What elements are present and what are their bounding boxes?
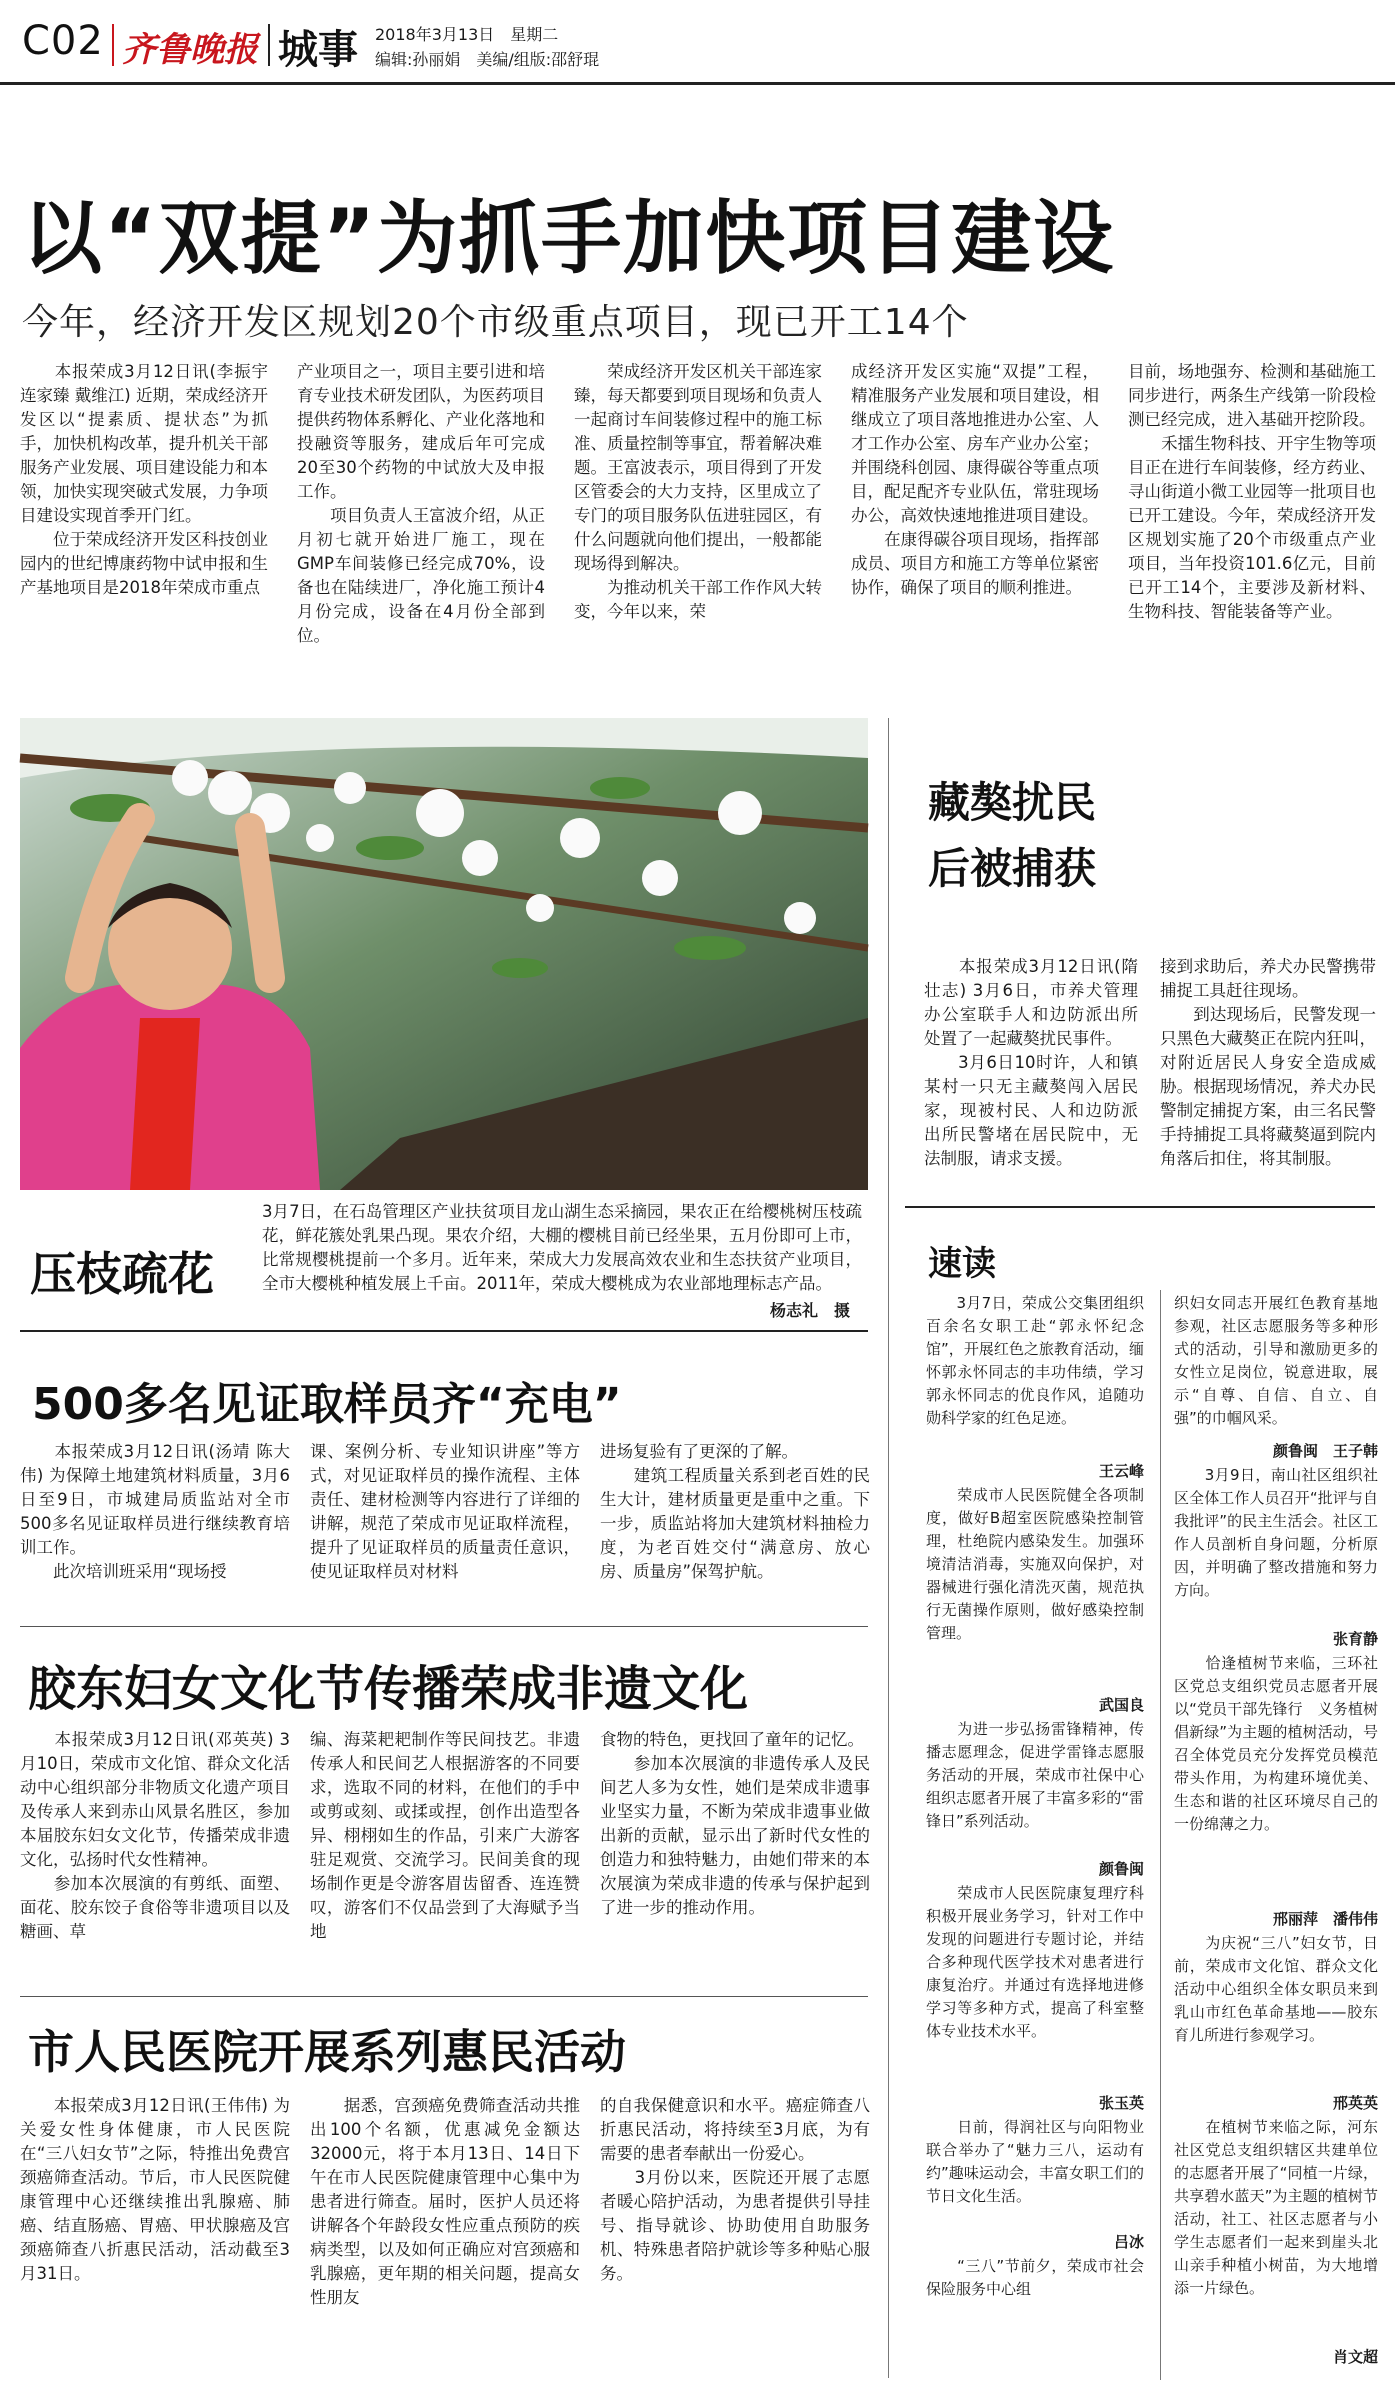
lead-column-5: 目前，场地强夯、检测和基础施工同步进行，两条生产线第一阶段检测已经完成，进入基础开挖阶段。 禾擂生物科技、开宇生物等项目正在进行车间装修，经方药业、寻山街道小微工业园等一批项目也已开工建设。今年，荣成经济开发区规划实施了20个市级重点产业项目，当年投资101.6亿元，目前已开工14个，主要涉及新材料、生物科技、智能装备等产业。 bbox=[1128, 362, 1376, 621]
brief-byline: 颜鲁闽 bbox=[1098, 1860, 1144, 1878]
lead-column-4: 成经济开发区实施“双提”工程，精准服务产业发展和项目建设，相继成立了项目落地推进办公室、人才工作办公室、房车产业办公室；并围绕科创园、康得碳谷等重点项目，配足配齐专业队伍，常驻现场办公，高效快速地推进项目建设。 在康得碳谷项目现场，指挥部成员、项目方和施工方等单位紧密协作，确保了项目的顺利推进。 bbox=[851, 362, 1099, 597]
lead-column-1: 本报荣成3月12日讯(李振宇 连家臻 戴维江) 近期，荣成经济开发区以“提素质、提状态”为抓手，加快机构改革，提升机关干部服务产业发展、项目建设能力和本领，加快实现突破式发展，力争项目建设实现首季开门红。 位于荣成经济开发区科技创业园内的世纪博康药物中试申报和生产基地项目是2018年荣成市重点 bbox=[20, 362, 268, 597]
brief-byline: 王云峰 bbox=[1098, 1462, 1144, 1480]
masthead-underline bbox=[0, 82, 1395, 85]
samplers-headline: 500多名见证取样员齐“充电” bbox=[32, 1379, 622, 1430]
dog-column-1: 本报荣成3月12日讯(隋壮志) 3月6日，市养犬管理办公室联手人和边防派出所处置了一起藏獒扰民事件。 3月6日10时许，人和镇某村一只无主藏獒闯入居民家，现被村民、人和边防派出所民警堵在居民院中，无法制服，请求支援。 bbox=[924, 957, 1138, 1168]
samplers-column-3: 进场复验有了更深的了解。 建筑工程质量关系到老百姓的民生大计，建材质量更是重中之重。下一步，质监站将加大建筑材料抽检力度，为老百姓交付“满意房、放心房、质量房”保驾护航。 bbox=[600, 1442, 870, 1581]
lead-column-3: 荣成经济开发区机关干部连家臻，每天都要到项目现场和负责人一起商讨车间装修过程中的施工标准、质量控制等事宜，帮着解决难题。王富波表示，项目得到了开发区管委会的大力支持，区里成立了专门的项目服务队伍进驻园区，有什么问题就向他们提出，一般都能现场得到解决。 为推动机关干部工作作风大转变，今年以来，荣 bbox=[574, 362, 822, 621]
brief-byline: 张玉英 bbox=[1098, 2094, 1144, 2112]
section-name: 城事 bbox=[278, 27, 358, 73]
dog-headline-line1: 藏獒扰民 bbox=[928, 778, 1097, 827]
brief-byline: 邢英英 bbox=[1332, 2094, 1378, 2112]
vertical-divider bbox=[888, 718, 889, 2378]
brief-byline: 武国良 bbox=[1098, 1696, 1144, 1714]
brief-byline: 颜鲁闽 王子韩 bbox=[1272, 1442, 1378, 1460]
hospital-column-3: 的自我保健意识和水平。癌症筛查八折惠民活动，将持续至3月底，为有需要的患者奉献出一份爱心。 3月份以来，医院还开展了志愿者暖心陪护活动，为患者提供引导挂号、指导就诊、协助使用自助服务机、特殊患者陪护就诊等多种贴心服务。 bbox=[600, 2096, 870, 2283]
dog-headline-line2: 后被捕获 bbox=[928, 844, 1097, 893]
brief-item: 荣成市人民医院康复理疗科积极开展业务学习，针对工作中发现的问题进行专题讨论，并结合多种现代医学技术对患者进行康复治疗。并通过有选择地进修学习等多种方式，提高了科室整体专业技术水平。 bbox=[926, 1884, 1144, 2040]
photo-credit: 杨志礼 摄 bbox=[770, 1301, 851, 1320]
photo-caption: 3月7日，在石岛管理区产业扶贫项目龙山湖生态采摘园，果农正在给樱桃树压枝疏花，鲜花簇处乳果凸现。果农介绍，大棚的樱桃目前已经坐果，五月份即可上市，比常规樱桃提前一个多月。近年来，荣成大力发展高效农业和生态扶贫产业项目，全市大樱桃种植发展上千亩。2011年，荣成大樱桃成为农业部地理标志产品。 bbox=[262, 1202, 862, 1293]
masthead-divider bbox=[112, 24, 114, 66]
section-divider bbox=[20, 1626, 868, 1627]
samplers-column-2: 课、案例分析、专业知识讲座”等方式，对见证取样员的操作流程、主体责任、建材检测等内容进行了详细的讲解，规范了荣成市见证取样流程，提升了见证取样员的质量责任意识，使见证取样员对材料 bbox=[310, 1442, 580, 1581]
brief-item: 3月7日，荣成公交集团组织百余名女职工赴“郭永怀纪念馆”，开展红色之旅教育活动，缅怀郭永怀同志的丰功伟绩，学习郭永怀同志的优良作风，追随功勋科学家的红色足迹。 bbox=[926, 1294, 1144, 1427]
cherry-blossom-photo bbox=[20, 718, 868, 1190]
brief-item: 日前，得润社区与向阳物业联合举办了“魅力三八，运动有约”趣味运动会，丰富女职工们的节日文化生活。 bbox=[926, 2118, 1144, 2205]
jiaodong-column-3: 食物的特色，更找回了童年的记忆。 参加本次展演的非遗传承人及民间艺人多为女性，她们是荣成非遗事业坚实力量，不断为荣成非遗事业做出新的贡献，显示出了新时代女性的创造力和独特魅力，由她们带来的本次展演为荣成非遗的传承与保护起到了进一步的推动作用。 bbox=[600, 1730, 870, 1917]
brief-item: 为进一步弘扬雷锋精神，传播志愿理念，促进学雷锋志愿服务活动的开展，荣成市社保中心组织志愿者开展了丰富多彩的“雷锋日”系列活动。 bbox=[926, 1720, 1144, 1830]
hospital-column-1: 本报荣成3月12日讯(王伟伟) 为关爱女性身体健康，市人民医院在“三八妇女节”之际，特推出免费宫颈癌筛查活动。节后，市人民医院健康管理中心还继续推出乳腺癌、肺癌、结直肠癌、胃癌、甲状腺癌及宫颈癌筛查八折惠民活动，活动截至3月31日。 bbox=[20, 2096, 290, 2283]
brief-byline: 张育静 bbox=[1332, 1630, 1378, 1648]
section-divider bbox=[20, 1996, 868, 1997]
brief-item: 在植树节来临之际，河东社区党总支组织辖区共建单位的志愿者开展了“同植一片绿，共享碧水蓝天”为主题的植树节活动，社工、社区志愿者与小学生志愿者们一起来到崖头北山亲手种植小树苗，为大地增添一片绿色。 bbox=[1174, 2118, 1378, 2297]
photo-illustration bbox=[20, 718, 868, 1190]
lead-subhead: 今年，经济开发区规划20个市级重点项目，现已开工14个 bbox=[22, 302, 969, 343]
hospital-headline: 市人民医院开展系列惠民活动 bbox=[28, 2025, 626, 2079]
brief-byline: 邢丽萍 潘伟伟 bbox=[1272, 1910, 1378, 1928]
masthead-divider bbox=[268, 24, 270, 66]
newspaper-logo: 齐鲁晚报 bbox=[122, 30, 258, 70]
brief-item: 织妇女同志开展红色教育基地参观，社区志愿服务等多种形式的活动，引导和激励更多的女性立足岗位，锐意进取，展示“自尊、自信、自立、自强”的巾帼风采。 bbox=[1174, 1294, 1378, 1427]
photo-title: 压枝疏花 bbox=[30, 1247, 214, 1301]
brief-item: 荣成市人民医院健全各项制度，做好B超室医院感染控制管理，杜绝院内感染发生。加强环境清洁消毒，实施双向保护，对器械进行强化清洗灭菌，规范执行无菌操作原则，做好感染控制管理。 bbox=[926, 1486, 1144, 1642]
jiaodong-column-1: 本报荣成3月12日讯(邓英英) 3月10日，荣成市文化馆、群众文化活动中心组织部分非物质文化遗产项目及传承人来到赤山风景名胜区，参加本届胶东妇女文化节，传播荣成非遗文化，弘扬时代女性精神。 参加本次展演的有剪纸、面塑、面花、胶东饺子食俗等非遗项目以及糖画、草 bbox=[20, 1730, 290, 1941]
brief-byline: 吕冰 bbox=[1113, 2233, 1144, 2251]
dog-column-2: 接到求助后，养犬办民警携带捕捉工具赶往现场。 到达现场后，民警发现一只黑色大藏獒正在院内狂叫，对附近居民人身安全造成威胁。根据现场情况，养犬办民警制定捕捉方案，由三名民警手持捕捉工具将藏獒逼到院内角落后扣住，将其制服。 bbox=[1160, 957, 1376, 1168]
samplers-column-1: 本报荣成3月12日讯(汤靖 陈大伟) 为保障土地建筑材料质量，3月6日至9日，市城建局质监站对全市500多名见证取样员进行继续教育培训工作。 此次培训班采用“现场授 bbox=[20, 1442, 290, 1581]
brief-item: 为庆祝“三八”妇女节，日前，荣成市文化馆、群众文化活动中心组织全体女职员来到乳山市红色革命基地——胶东育儿所进行参观学习。 bbox=[1174, 1934, 1378, 2044]
brief-item: 恰逢植树节来临，三环社区党总支组织党员志愿者开展以“党员干部先锋行 义务植树倡新绿”为主题的植树活动，号召全体党员充分发挥党员模范带头作用，为构建环境优美、生态和谐的社区环境尽自己的一份绵薄之力。 bbox=[1174, 1654, 1378, 1833]
lead-headline: 以“双提”为抓手加快项目建设 bbox=[22, 192, 1116, 285]
brief-item: 3月9日，南山社区组织社区全体工作人员召开“批评与自我批评”的民主生活会。社区工作人员剖析自身问题，分析原因，并明确了整改措施和努力方向。 bbox=[1174, 1466, 1378, 1599]
issue-date: 2018年3月13日 星期二 bbox=[375, 25, 559, 44]
quick-read-column-1 bbox=[926, 1292, 1144, 2382]
jiaodong-headline: 胶东妇女文化节传播荣成非遗文化 bbox=[28, 1661, 749, 1717]
page-number: C02 bbox=[22, 18, 104, 64]
hospital-column-2: 据悉，宫颈癌免费筛查活动共推出100个名额，优惠减免金额达32000元，将于本月13日、14日下午在市人民医院健康管理中心集中为患者进行筛查。届时，医护人员还将讲解各个年龄段女性应重点预防的疾病类型，以及如何正确应对宫颈癌和乳腺癌，更年期的相关问题，提高女性朋友 bbox=[310, 2096, 580, 2307]
brief-byline: 肖文超 bbox=[1332, 2348, 1378, 2366]
jiaodong-column-2: 编、海菜耙耙制作等民间技艺。非遗传承人和民间艺人根据游客的不同要求，选取不同的材料，在他们的手中或剪或刻、或揉或捏，创作出造型各异、栩栩如生的作品，引来广大游客驻足观赏、交流学习。民间美食的现场制作更是令游客眉齿留香、连连赞叹，游客们不仅品尝到了大海赋予当地 bbox=[310, 1730, 580, 1941]
brief-item: “三八”节前夕，荣成市社会保险服务中心组 bbox=[926, 2257, 1144, 2298]
lead-column-2: 产业项目之一，项目主要引进和培育专业技术研发团队，为医药项目提供药物体系孵化、产业化落地和投融资等服务，建成后年可完成20至30个药物的中试放大及申报工作。 项目负责人王富波介绍，从正月初七就开始进厂施工，现在GMP车间装修已经完成70%，设备也在陆续进厂，净化施工预计4月份完成，设备在4月份全部到位。 bbox=[297, 362, 545, 645]
editor-credit: 编辑:孙丽娟 美编/组版:邵舒琨 bbox=[375, 50, 600, 69]
quick-read-title: 速读 bbox=[928, 1244, 996, 1284]
quick-read-column-2 bbox=[1174, 1292, 1378, 2382]
section-divider bbox=[20, 1330, 868, 1332]
quick-read-divider bbox=[1160, 1290, 1161, 2380]
section-divider bbox=[905, 1206, 1375, 1208]
